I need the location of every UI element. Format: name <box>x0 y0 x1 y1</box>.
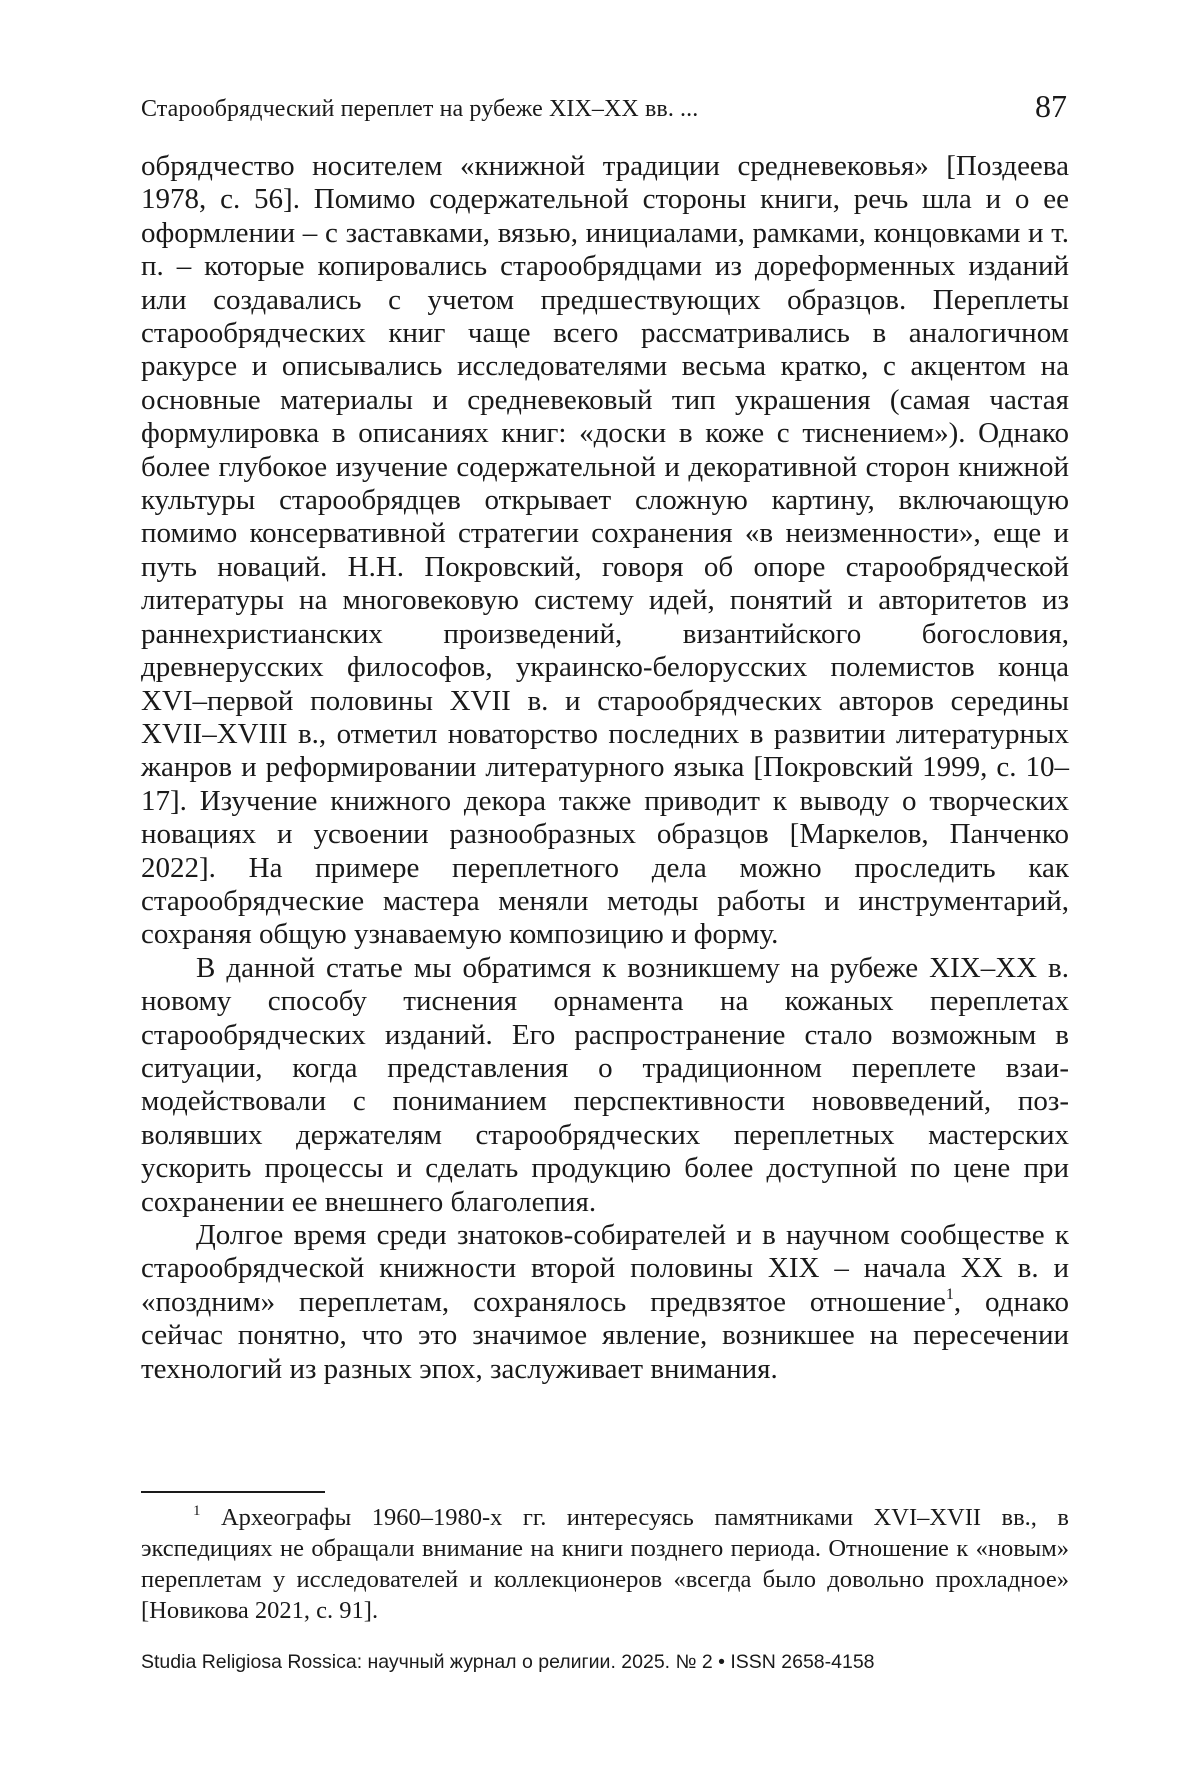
paragraph-3-text-end: , однако сейчас понятно, что это значимое явление, возникшее на пересечении технологий из разных эпох, заслуживает внимания. <box>141 1285 1069 1385</box>
footnote-1 <box>141 1502 1069 1626</box>
footnote-number: 1 <box>193 1503 201 1519</box>
page-number: 87 <box>1035 88 1067 124</box>
paragraph-1: обрядчество носителем «книжной традиции средневековья» [Поздеева 1978, с. 56]. Помимо содержательной стороны книги, речь шла и о ее оформлении – с заставками, вязью, инициалами, рамками, концовками и т. п. – которые копировались старообрядцами из дореформенных изданий или создавались с учетом предшествующих образцов. Переплеты старообрядческих книг чаще всего рассматривались в аналогичном ракурсе и описывались исследователями весьма кратко, с акцентом на основные материалы и средневековый тип украшения (самая частая формулировка в описаниях книг: «доски в коже с тиснением»). Однако более глубокое изучение содержательной и декоративной сторон книжной культуры старообрядцев открывает сложную картину, включающую помимо консервативной стратегии сохранения «в неизменности», еще и путь новаций. Н.Н. Покровский, говоря об опоре старообрядческой литературы на многовековую систему идей, понятий и авторитетов из раннехристианских произведений, византийского богословия, древнерусских философов, украинско-белорусских полемистов конца XVI–первой половины XVII в. и старообрядческих авторов середины XVII–XVIII в., отметил новаторство последних в развитии литературных жанров и реформировании литературного языка [Покровский 1999, с. 10–17]. Изучение книжного декора также приводит к выводу о творческих новациях и усвоении разнообразных образцов [Маркелов, Панченко 2022]. На примере переплетного дела можно проследить как старообрядческие мастера меняли методы работы и инструментарий, сохраняя общую узнаваемую композицию и форму. <box>141 150 1069 951</box>
article-body <box>141 150 1069 1386</box>
running-head <box>141 86 1069 126</box>
journal-page <box>141 0 1069 1780</box>
paragraph-2: В данной статье мы обратимся к возникшему на рубеже XIX–XX в. новому способу тиснения орнамента на кожаных переплетах старообрядческих изданий. Его распространение стало возможным в ситуации, когда представления о традиционном переплете взаимодействовали с пониманием перспективности нововведений, позволявших держателям старообрядческих переплетных мастерских ускорить процессы и сделать продукцию более доступной по цене при сохранении ее внешнего благолепия. <box>141 951 1069 1218</box>
paragraph-3 <box>141 1219 1069 1386</box>
footnote-reference[interactable]: 1 <box>945 1285 954 1303</box>
paragraph-3-text-start: Долгое время среди знатоков-собирателей и в научном сообществе к старообрядческой книжности второй половины XIX – начала XX в. и «поздним» переплетам, сохранялось предвзятое отношение <box>141 1219 1069 1318</box>
running-title: Старообрядческий переплет на рубеже XIX–XX вв. ... <box>141 96 699 122</box>
footnote-divider <box>141 1491 325 1493</box>
footnote-text: Археографы 1960–1980-х гг. интересуясь памятниками XVI–XVII вв., в экспедициях не обращали внимание на книги позднего периода. Отношение к «новым» переплетам у исследователей и коллекционеров «всегда было довольно прохладное» [Новикова 2021, с. 91]. <box>141 1504 1069 1624</box>
journal-footer: Studia Religiosa Rossica: научный журнал о религии. 2025. № 2 • ISSN 2658-4158 <box>141 1651 875 1673</box>
